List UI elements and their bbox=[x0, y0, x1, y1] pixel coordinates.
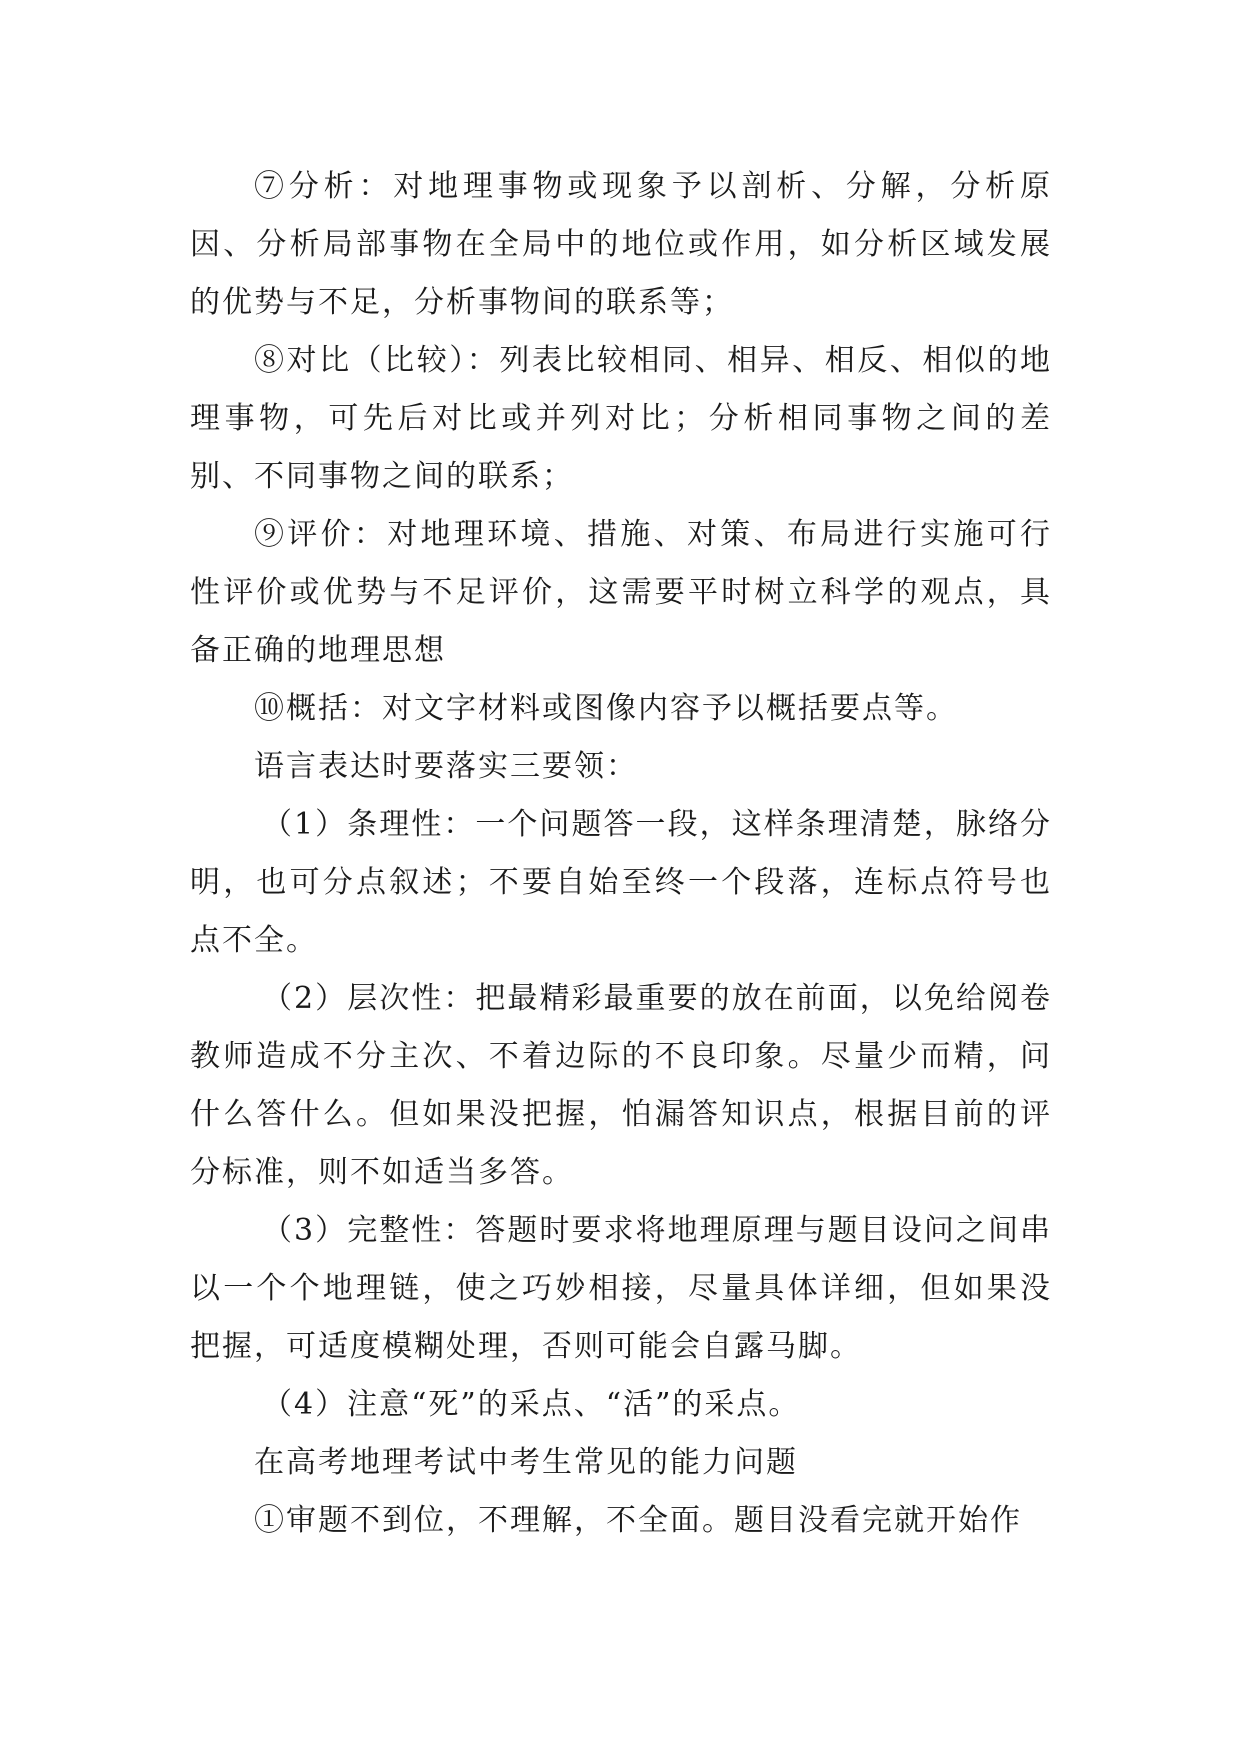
paragraph-completeness: （3）完整性：答题时要求将地理原理与题目设问之间串以一个个地理链，使之巧妙相接，尽量具体详细，但如果没把握，可适度模糊处理，否则可能会自露马脚。 bbox=[190, 1213, 1052, 1364]
paragraph-scoring-points: （4）注意“死”的采点、“活”的采点。 bbox=[262, 1387, 801, 1422]
paragraph-problem-1: ①审题不到位，不理解，不全面。题目没看完就开始作 bbox=[254, 1503, 1022, 1538]
paragraph-analysis: ⑦分析：对地理事物或现象予以剖析、分解，分析原因、分析局部事物在全局中的地位或作用，如分析区域发展的优势与不足，分析事物间的联系等； bbox=[190, 169, 1052, 320]
document-body bbox=[190, 158, 1052, 1550]
paragraph-evaluation: ⑨评价：对地理环境、措施、对策、布局进行实施可行性评价或优势与不足评价，这需要平时树立科学的观点，具备正确的地理思想 bbox=[190, 517, 1052, 668]
paragraph-hierarchy: （2）层次性：把最精彩最重要的放在前面，以免给阅卷教师造成不分主次、不着边际的不良印象。尽量少而精，问什么答什么。但如果没把握，怕漏答知识点，根据目前的评分标准，则不如适当多答。 bbox=[190, 981, 1052, 1190]
paragraph-comparison: ⑧对比（比较）：列表比较相同、相异、相反、相似的地理事物，可先后对比或并列对比；分析相同事物之间的差别、不同事物之间的联系； bbox=[190, 343, 1052, 494]
paragraph-common-problems-heading: 在高考地理考试中考生常见的能力问题 bbox=[254, 1445, 798, 1480]
paragraph-language-intro: 语言表达时要落实三要领： bbox=[254, 749, 638, 784]
paragraph-organization: （1）条理性：一个问题答一段，这样条理清楚，脉络分明，也可分点叙述；不要自始至终一个段落，连标点符号也点不全。 bbox=[190, 807, 1052, 958]
paragraph-summary: ⑩概括：对文字材料或图像内容予以概括要点等。 bbox=[254, 691, 958, 726]
